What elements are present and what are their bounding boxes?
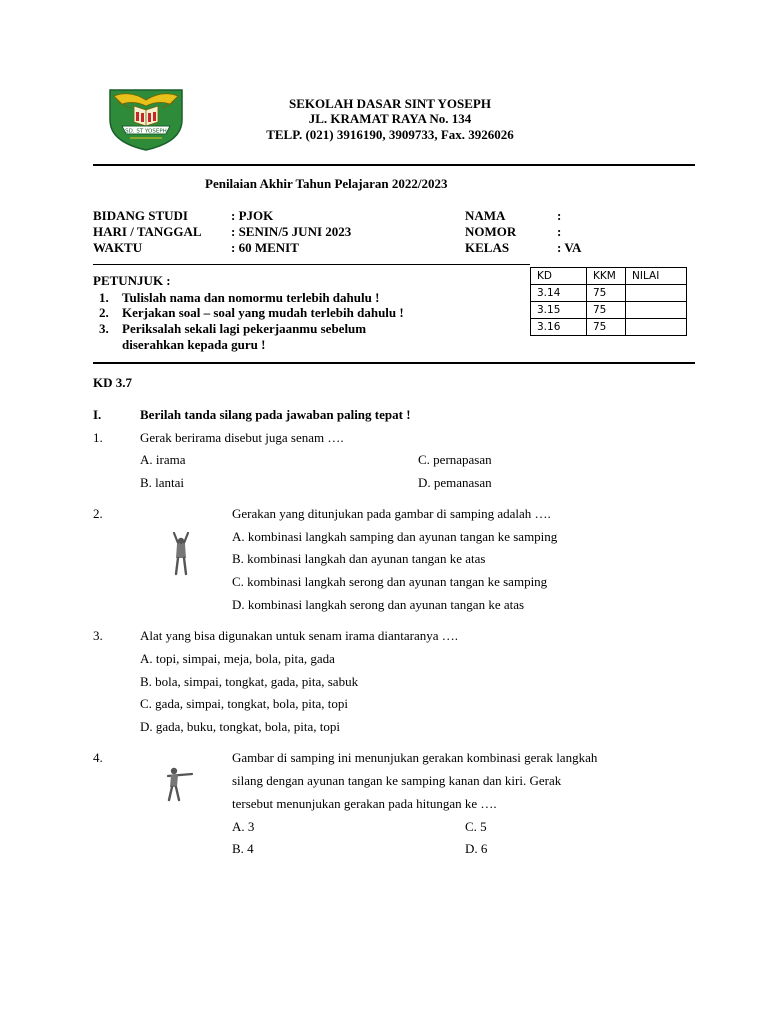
q1-number: 1. — [93, 430, 103, 445]
school-logo — [106, 84, 186, 152]
header-divider — [93, 164, 695, 166]
dancer-arms-up-icon — [170, 532, 192, 576]
kd-heading: KD 3.7 — [93, 375, 132, 390]
waktu-label: WAKTU — [93, 240, 143, 255]
table-row — [531, 302, 687, 319]
q2-option-a[interactable]: A. kombinasi langkah samping dan ayunan tangan ke samping — [232, 529, 558, 544]
q2-option-c[interactable]: C. kombinasi langkah serong dan ayunan tangan ke samping — [232, 574, 548, 589]
q1-option-d[interactable]: D. pemanasan — [418, 475, 492, 490]
q2-option-d[interactable]: D. kombinasi langkah serong dan ayunan tangan ke atas — [232, 597, 525, 612]
svg-text:SD. ST YOSEPH: SD. ST YOSEPH — [125, 128, 167, 135]
nilai-cell[interactable] — [626, 302, 687, 319]
nomor-label: NOMOR — [465, 224, 517, 239]
kelas-value: : VA — [557, 240, 582, 255]
hari-value: : SENIN/5 JUNI 2023 — [231, 224, 352, 239]
q3-option-c[interactable]: C. gada, simpai, tongkat, bola, pita, topi — [140, 696, 348, 711]
exam-title: Penilaian Akhir Tahun Pelajaran 2022/2023 — [205, 176, 448, 191]
q4-option-d[interactable]: D. 6 — [465, 841, 488, 856]
table-row — [531, 285, 687, 302]
kd-cell: 3.16 — [531, 319, 587, 336]
nilai-cell[interactable] — [626, 285, 687, 302]
q3-option-d[interactable]: D. gada, buku, tongkat, bola, pita, topi — [140, 719, 341, 734]
petunjuk-num-3: 3. — [99, 321, 109, 336]
nama-label: NAMA — [465, 208, 506, 223]
nomor-value: : — [557, 224, 562, 239]
q4-text-line1: Gambar di samping ini menunjukan gerakan kombinasi gerak langkah — [232, 750, 598, 765]
q2-figure — [170, 532, 192, 580]
kkm-cell: 75 — [587, 285, 626, 302]
petunjuk-title: PETUNJUK : — [93, 273, 171, 288]
q3-option-b[interactable]: B. bola, simpai, tongkat, gada, pita, sabuk — [140, 674, 359, 689]
petunjuk-num-2: 2. — [99, 305, 109, 320]
q1-option-c[interactable]: C. pernapasan — [418, 452, 492, 467]
q4-text-line3: tersebut menunjukan gerakan pada hitungan ke …. — [232, 796, 497, 811]
kd-table-header — [531, 268, 687, 285]
section-roman: I. — [93, 407, 102, 422]
waktu-value: : 60 MENIT — [231, 240, 299, 255]
kd-table — [530, 267, 687, 336]
q1-text: Gerak berirama disebut juga senam …. — [140, 430, 344, 445]
section-divider — [93, 362, 695, 364]
kelas-label: KELAS — [465, 240, 510, 255]
q4-figure — [162, 766, 196, 806]
q1-option-b[interactable]: B. lantai — [140, 475, 185, 490]
petunjuk-num-1: 1. — [99, 290, 109, 305]
logo-icon — [106, 84, 186, 152]
petunjuk-item-3: Periksalah sekali lagi pekerjaanmu sebelum — [122, 321, 367, 336]
school-phone: TELP. (021) 3916190, 3909733, Fax. 3926026 — [266, 127, 514, 142]
q4-option-a[interactable]: A. 3 — [232, 819, 255, 834]
nama-value: : — [557, 208, 562, 223]
q2-text: Gerakan yang ditunjukan pada gambar di samping adalah …. — [232, 506, 551, 521]
q3-text: Alat yang bisa digunakan untuk senam irama diantaranya …. — [140, 628, 459, 643]
bidang-value: : PJOK — [231, 208, 274, 223]
nilai-header: NILAI — [626, 268, 687, 285]
kd-cell: 3.15 — [531, 302, 587, 319]
bidang-label: BIDANG STUDI — [93, 208, 188, 223]
petunjuk-item-1: Tulislah nama dan nomormu terlebih dahulu ! — [122, 290, 380, 305]
meta-divider — [93, 264, 530, 265]
petunjuk-item-2: Kerjakan soal – soal yang mudah terlebih dahulu ! — [122, 305, 404, 320]
nilai-cell[interactable] — [626, 319, 687, 336]
q4-option-b[interactable]: B. 4 — [232, 841, 254, 856]
kkm-header: KKM — [587, 268, 626, 285]
school-address: JL. KRAMAT RAYA No. 134 — [308, 111, 472, 126]
q4-option-c[interactable]: C. 5 — [465, 819, 487, 834]
q4-text-line2: silang dengan ayunan tangan ke samping kanan dan kiri. Gerak — [232, 773, 562, 788]
kd-header: KD — [531, 268, 587, 285]
kkm-cell: 75 — [587, 319, 626, 336]
petunjuk-item-3-cont: diserahkan kepada guru ! — [122, 337, 266, 352]
dancer-arms-side-icon — [162, 766, 196, 802]
kkm-cell: 75 — [587, 302, 626, 319]
section-instruction: Berilah tanda silang pada jawaban paling tepat ! — [140, 407, 411, 422]
q2-number: 2. — [93, 506, 103, 521]
school-name: SEKOLAH DASAR SINT YOSEPH — [289, 96, 491, 111]
table-row — [531, 319, 687, 336]
kd-cell: 3.14 — [531, 285, 587, 302]
q3-option-a[interactable]: A. topi, simpai, meja, bola, pita, gada — [140, 651, 335, 666]
q3-number: 3. — [93, 628, 103, 643]
hari-label: HARI / TANGGAL — [93, 224, 202, 239]
q4-number: 4. — [93, 750, 103, 765]
q2-option-b[interactable]: B. kombinasi langkah dan ayunan tangan ke atas — [232, 551, 486, 566]
q1-option-a[interactable]: A. irama — [140, 452, 186, 467]
